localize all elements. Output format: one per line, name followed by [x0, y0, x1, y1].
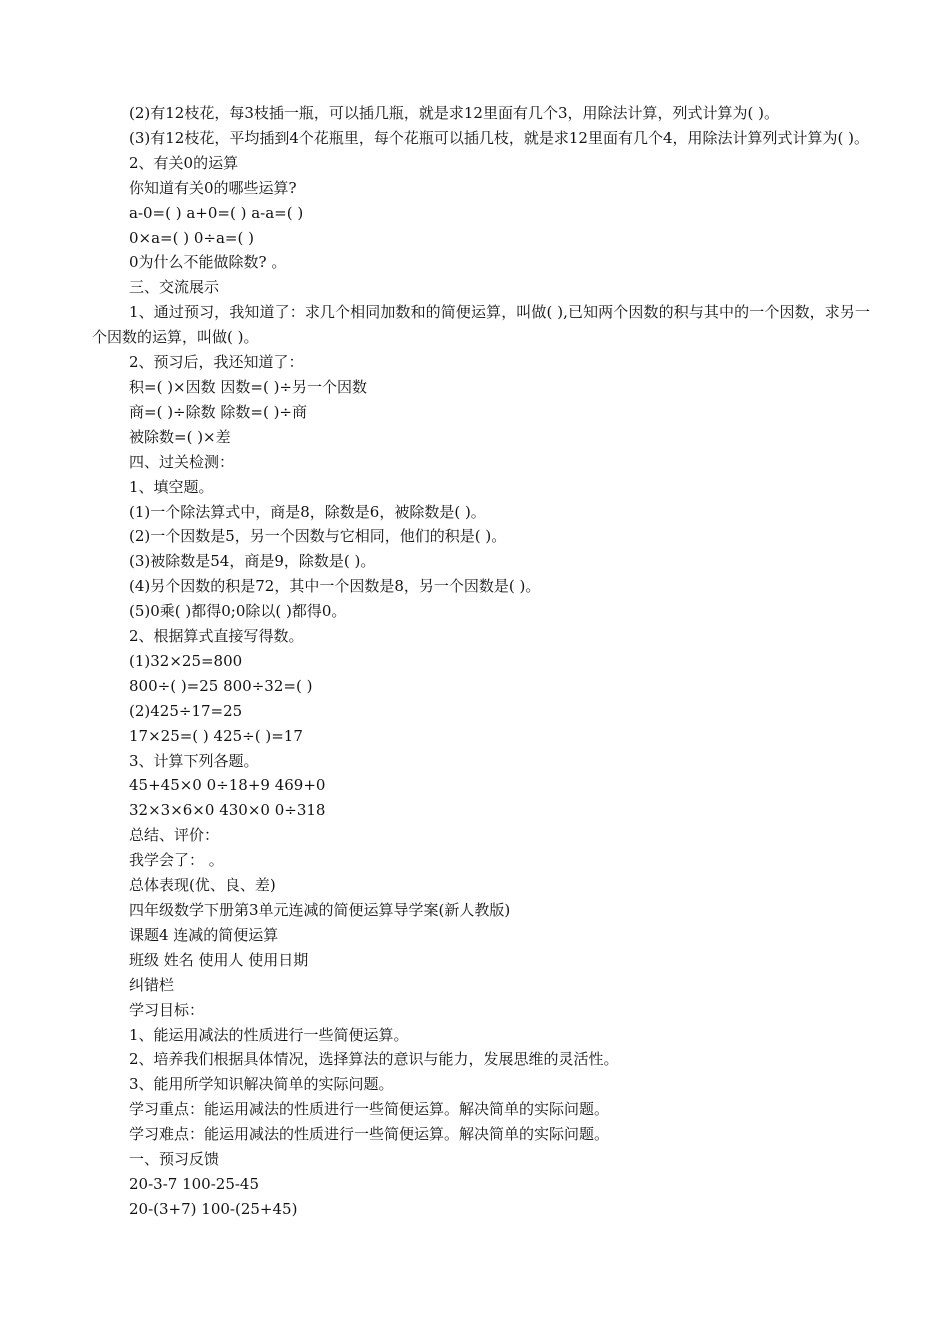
text-line: 20-3-7 100-25-45	[129, 1174, 260, 1193]
document-body	[92, 101, 870, 1222]
text-line: 你知道有关0的哪些运算?	[129, 178, 297, 197]
text-line: 纠错栏	[129, 975, 175, 994]
text-line: 0为什么不能做除数? 。	[129, 253, 287, 272]
text-line: 17×25=( ) 425÷( )=17	[129, 726, 303, 745]
text-line: 总结、评价：	[129, 826, 220, 845]
text-line: (1)一个除法算式中，商是8，除数是6，被除数是( )。	[129, 502, 486, 521]
document-title: 四年级数学下册第3单元连减的简便运算导学案(新人教版)	[129, 901, 511, 919]
section-heading: 三、交流展示	[129, 278, 220, 297]
text-line: (3)被除数是54，商是9，除数是( )。	[129, 552, 376, 571]
text-line: 我学会了： 。	[129, 851, 224, 870]
section-heading: 2、有关0的运算	[129, 153, 239, 172]
text-line: (2)425÷17=25	[129, 701, 243, 720]
text-line: 总体表现(优、良、差)	[129, 876, 276, 895]
section-heading: 一、预习反馈	[129, 1150, 220, 1169]
text-line: (1)32×25=800	[129, 651, 243, 670]
text-paragraph: 1、通过预习，我知道了：求几个相同加数和的简便运算，叫做( ),已知两个因数的积与其中的一个因数，求另一个因数的运算，叫做( )。	[92, 303, 870, 347]
text-line: 2、根据算式直接写得数。	[129, 627, 304, 646]
text-line: 45+45×0 0÷18+9 469+0	[129, 776, 326, 795]
text-line: 3、能用所学知识解决简单的实际问题。	[129, 1075, 394, 1094]
text-line: a-0=( ) a+0=( ) a-a=( )	[129, 203, 304, 222]
text-line: 班级 姓名 使用人 使用日期	[129, 950, 309, 969]
text-line: 积=( )×因数 因数=( )÷另一个因数	[129, 377, 367, 396]
text-line: 3、计算下列各题。	[129, 751, 259, 770]
text-line: 学习难点：能运用减法的性质进行一些简便运算。解决简单的实际问题。	[129, 1125, 610, 1144]
text-line: 学习重点：能运用减法的性质进行一些简便运算。解决简单的实际问题。	[129, 1100, 610, 1119]
text-line: 商=( )÷除数 除数=( )÷商	[129, 402, 307, 421]
text-line: 被除数=( )×差	[129, 427, 231, 446]
lesson-title: 课题4 连减的简便运算	[129, 925, 279, 944]
text-paragraph: (3)有12枝花，平均插到4个花瓶里，每个花瓶可以插几枝，就是求12里面有几个4，用除法计算列式计算为( )。	[129, 128, 869, 147]
text-line: 20-(3+7) 100-(25+45)	[129, 1199, 298, 1218]
text-line: 800÷( )=25 800÷32=( )	[129, 676, 313, 695]
text-line: 学习目标：	[129, 1000, 205, 1019]
text-line: (2)一个因数是5，另一个因数与它相同，他们的积是( )。	[129, 527, 507, 546]
text-line: (5)0乘( )都得0;0除以( )都得0。	[129, 602, 347, 621]
text-line: 0×a=( ) 0÷a=( )	[129, 228, 254, 247]
text-line: (2)有12枝花，每3枝插一瓶，可以插几瓶，就是求12里面有几个3，用除法计算，列式计算为( )。	[129, 104, 779, 122]
text-line: 1、填空题。	[129, 477, 214, 496]
text-line: 1、能运用减法的性质进行一些简便运算。	[129, 1025, 409, 1044]
text-line: 2、预习后，我还知道了：	[129, 353, 304, 372]
section-heading: 四、过关检测：	[129, 452, 235, 471]
text-line: 2、培养我们根据具体情况，选择算法的意识与能力，发展思维的灵活性。	[129, 1050, 619, 1069]
text-line: (4)另个因数的积是72，其中一个因数是8，另一个因数是( )。	[129, 577, 541, 596]
text-line: 32×3×6×0 430×0 0÷318	[129, 801, 326, 820]
